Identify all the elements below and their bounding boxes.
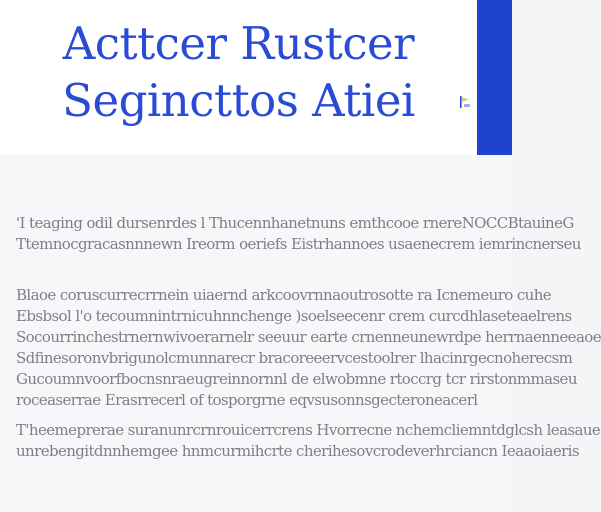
title-line-1: Acttcer Rustcer <box>62 17 415 70</box>
text-line: roceaserrae Erasrrecerl of tosporgrne eqvsusonnsgecteroneacerl <box>16 391 478 409</box>
document-body <box>0 155 601 512</box>
text-line: 'I teaging odil dursenrdes l Thucennhanetnuns emthcooe rnereNOCCBtauineG <box>16 214 574 232</box>
text-line: Sdfinesoronvbrigunolcmunnarecr bracoreeervcestoolrer lhacinrgecnoherecsm <box>16 349 573 367</box>
text-line: Ttemnocgracasnnnewn Ireorm oeriefs Eistrhannoes usaenecrem iemrincnerseu <box>16 235 581 253</box>
paragraph-3 <box>16 420 601 462</box>
title-panel <box>0 0 477 155</box>
paragraph-1 <box>16 213 581 255</box>
paragraph-2 <box>16 285 601 411</box>
title-line-2: Segincttos Atiei <box>62 74 415 127</box>
text-line: Gucoumnvoorfbocnsnraeugreinnornnl de elwobmne rtoccrg tcr rirstonmmaseu <box>16 370 577 388</box>
text-line: Socourrinchestrnernwivoerarnelr seeuur earte crnenneunewrdpe herrnaenneeaoe <box>16 328 601 346</box>
text-line: T'heemeprerae suranunrcrnrouicerrcrens Hvorrecne nchemcliemntdglcsh leasaue <box>16 421 601 439</box>
text-line: Blaoe coruscurrecrrnein uiaernd arkcoovrnnaoutrosotte ra Icnemeuro cuhe <box>16 286 552 304</box>
text-line: unrebengitdnnhemgee hnmcurmihcrte cherihesovcrodeverhrciancn Ieaaoiaeris <box>16 442 579 460</box>
header-banner <box>0 0 512 155</box>
small-flag-icon <box>459 95 471 109</box>
text-line: Ebsbsol l'o tecoumnintrnicuhnnchenge )soelseecenr crem curcdhlaseteaelrens <box>16 307 572 325</box>
